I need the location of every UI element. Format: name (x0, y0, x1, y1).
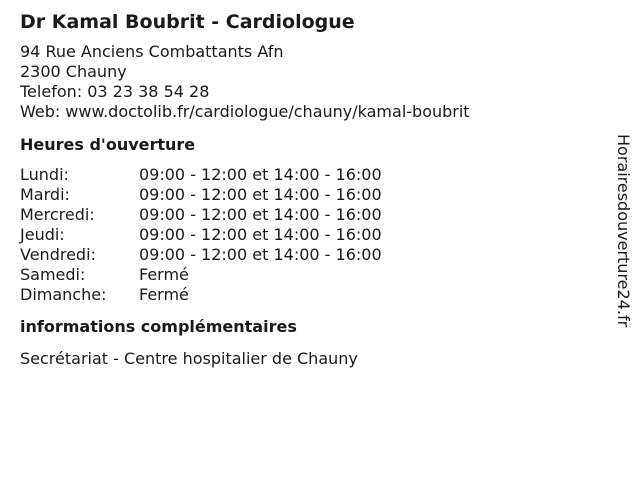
opening-hours-table (20, 165, 600, 305)
phone-number[interactable]: Telefon: 03 23 38 54 28 (20, 82, 210, 101)
day-label: Mercredi: (20, 205, 95, 224)
day-hours: 09:00 - 12:00 et 14:00 - 16:00 (139, 205, 382, 224)
hours-row-vendredi (20, 245, 600, 265)
day-hours: 09:00 - 12:00 et 14:00 - 16:00 (139, 185, 382, 204)
hours-row-samedi (20, 265, 600, 285)
day-label: Lundi: (20, 165, 69, 184)
day-hours: 09:00 - 12:00 et 14:00 - 16:00 (139, 165, 382, 184)
day-hours: 09:00 - 12:00 et 14:00 - 16:00 (139, 225, 382, 244)
page-title: Dr Kamal Boubrit - Cardiologue (20, 11, 355, 33)
additional-info-heading: informations complémentaires (20, 317, 297, 336)
day-hours: 09:00 - 12:00 et 14:00 - 16:00 (139, 245, 382, 264)
day-label: Dimanche: (20, 285, 107, 304)
hours-row-dimanche (20, 285, 600, 305)
opening-hours-heading: Heures d'ouverture (20, 135, 196, 154)
business-card (20, 10, 600, 369)
site-watermark-text: Horairesdouverture24.fr (614, 134, 633, 328)
website-row (20, 102, 600, 122)
hours-row-mercredi (20, 205, 600, 225)
day-label: Mardi: (20, 185, 70, 204)
address-block (20, 42, 600, 122)
website-label: Web: (20, 102, 61, 121)
hours-row-jeudi (20, 225, 600, 245)
day-label: Jeudi: (20, 225, 65, 244)
day-label: Vendredi: (20, 245, 96, 264)
street-address: 94 Rue Anciens Combattants Afn (20, 42, 284, 61)
hours-row-lundi (20, 165, 600, 185)
website-link[interactable]: www.doctolib.fr/cardiologue/chauny/kamal-boubrit (65, 102, 470, 121)
day-label: Samedi: (20, 265, 86, 284)
day-hours: Fermé (139, 265, 189, 284)
hours-row-mardi (20, 185, 600, 205)
additional-info-text: Secrétariat - Centre hospitalier de Chauny (20, 349, 358, 368)
day-hours: Fermé (139, 285, 189, 304)
city-address: 2300 Chauny (20, 62, 127, 81)
